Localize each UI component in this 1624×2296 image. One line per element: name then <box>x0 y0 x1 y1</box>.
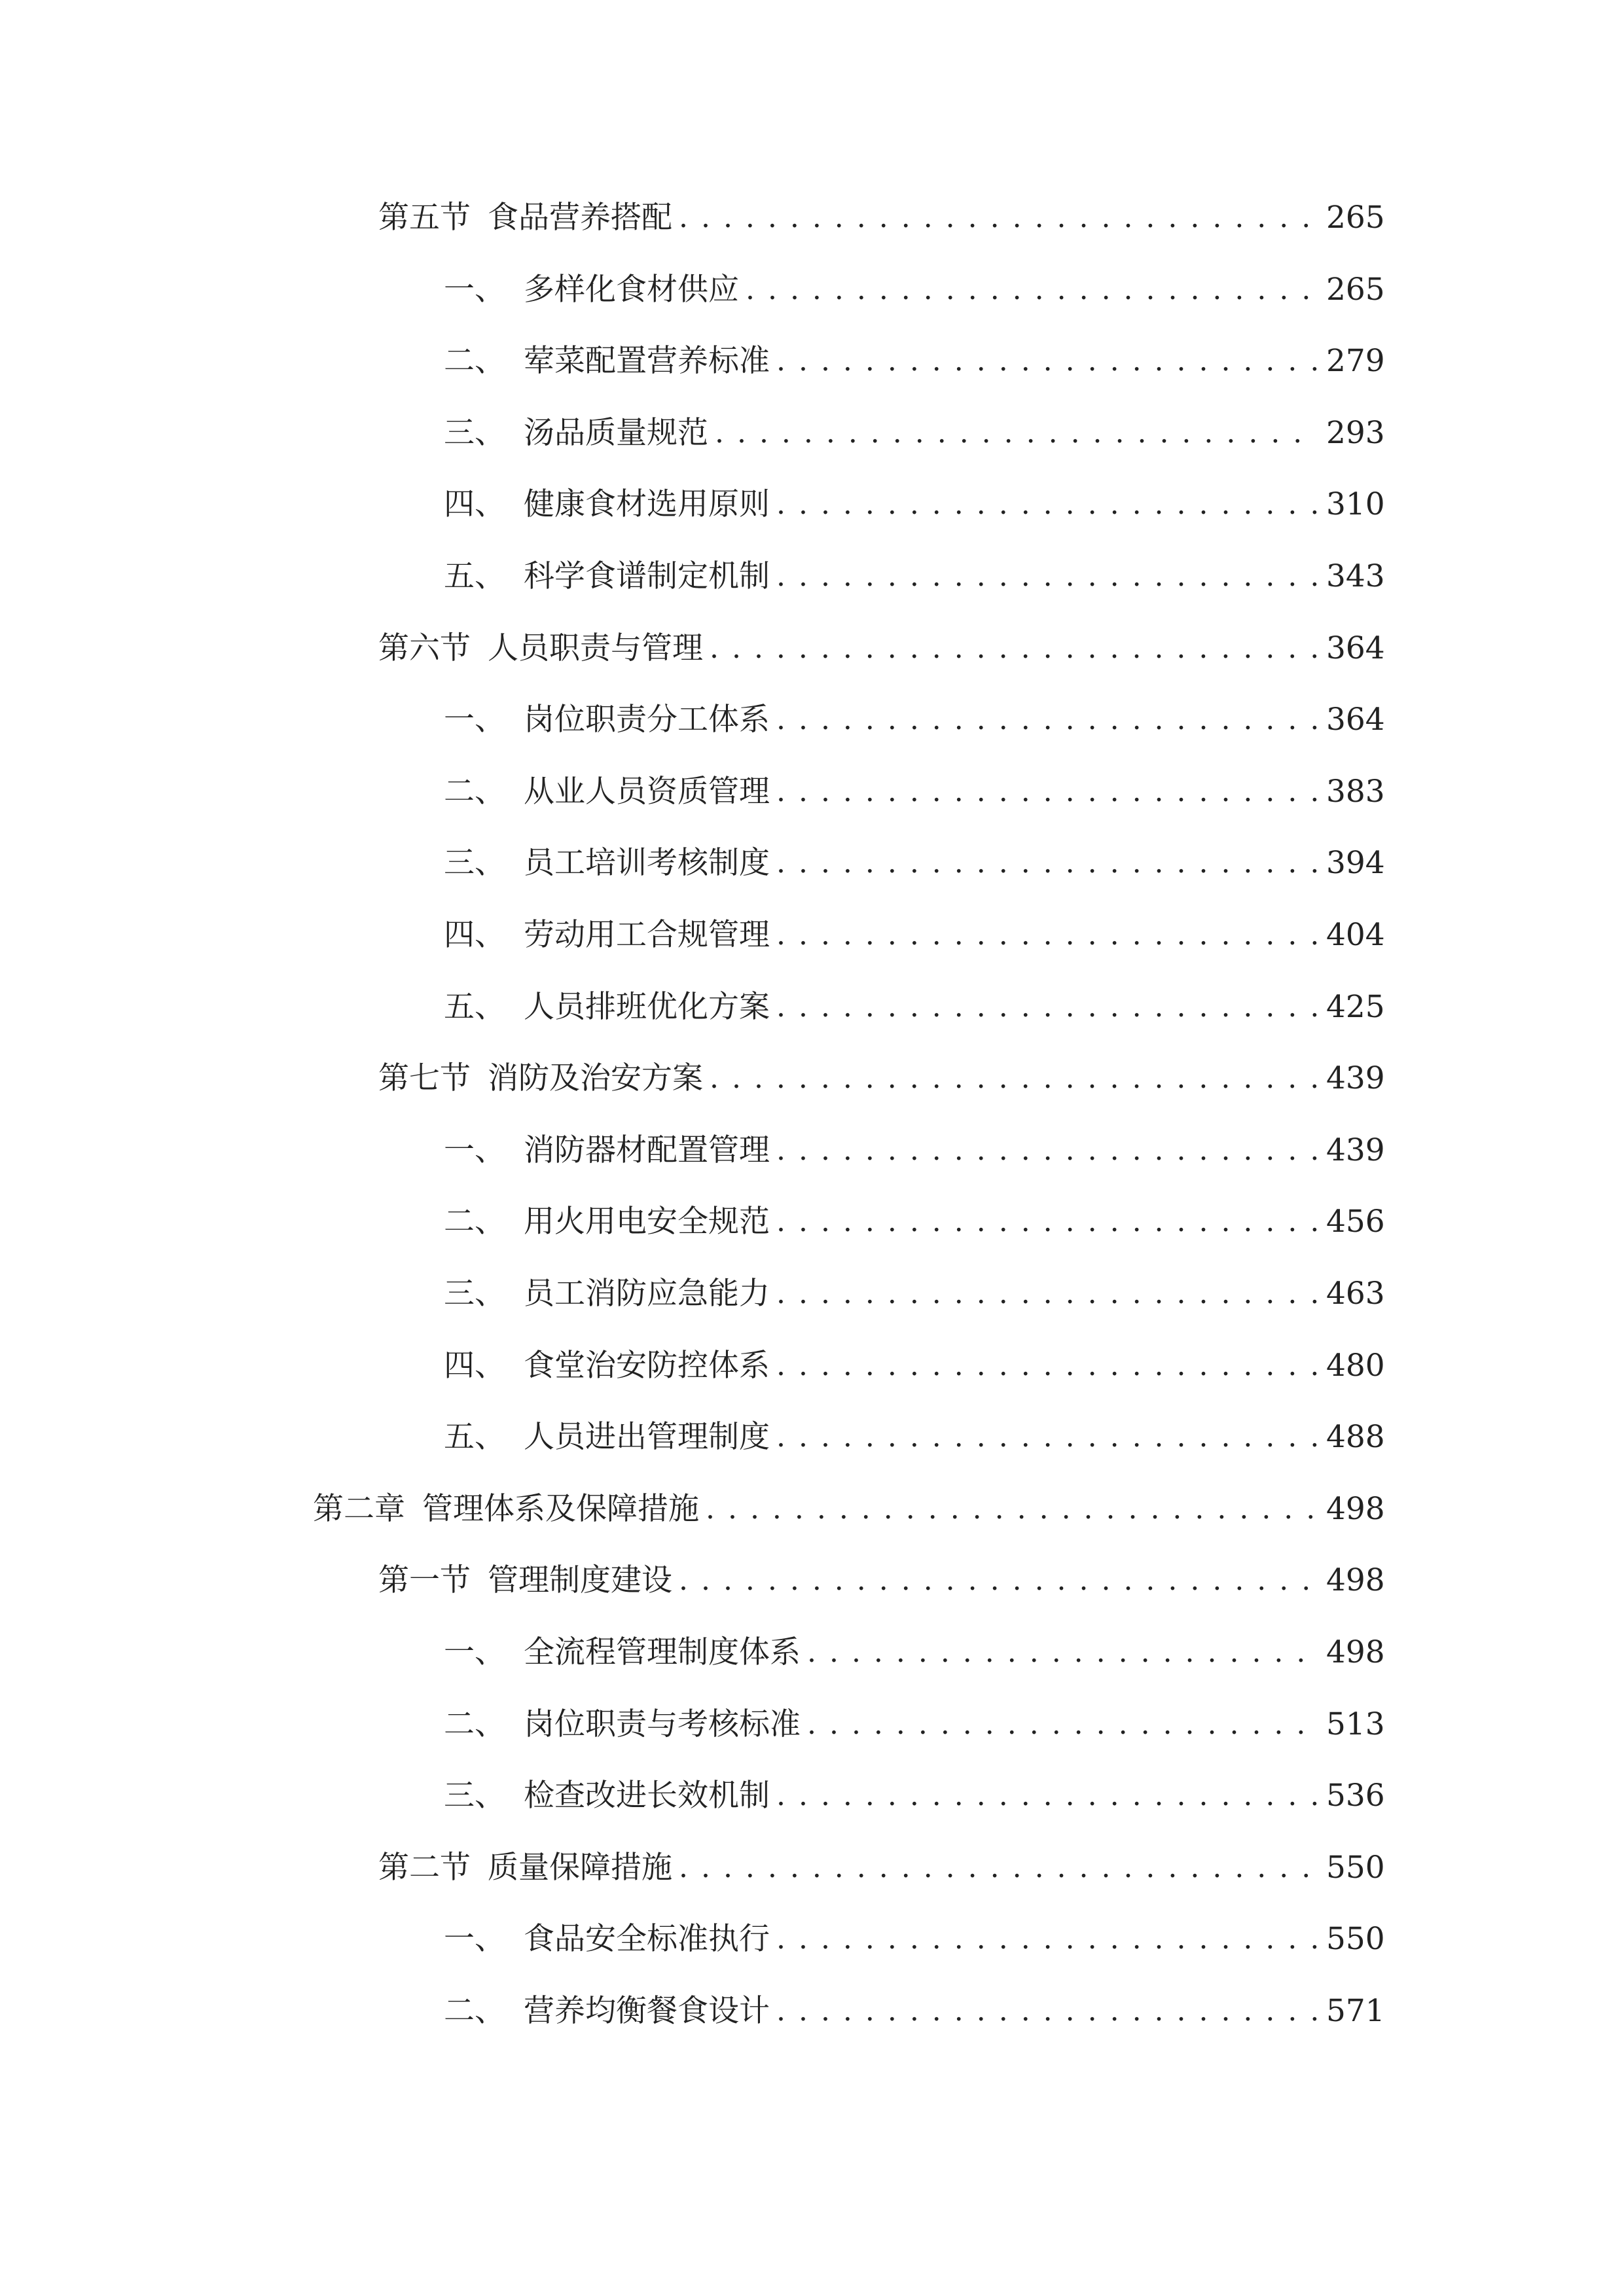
toc-entry-title: 多样化食材供应 <box>524 272 739 308</box>
toc-entry[interactable] <box>444 1196 1385 1248</box>
toc-entry-title: 岗位职责与考核标准 <box>524 1706 801 1742</box>
toc-entry-title: 人员职责与管理 <box>488 630 703 666</box>
toc-entry-page-number: 383 <box>1326 774 1385 810</box>
toc-dot-leader <box>776 1268 1317 1320</box>
toc-dot-leader <box>679 1554 1317 1607</box>
toc-entry-number: 三、 <box>444 1778 505 1814</box>
toc-entry-title: 汤品质量规范 <box>524 415 708 451</box>
toc-entry[interactable] <box>444 1268 1385 1320</box>
toc-dot-leader <box>710 1052 1317 1105</box>
toc-entry-number: 二、 <box>444 774 505 810</box>
toc-entry-title: 质量保障措施 <box>488 1850 672 1886</box>
toc-entry-title: 消防及治安方案 <box>488 1060 703 1096</box>
toc-entry-number: 二、 <box>444 1993 505 2029</box>
toc-entry-title: 员工消防应急能力 <box>524 1276 770 1312</box>
toc-entry-number: 五、 <box>444 558 505 594</box>
toc-entry-number: 一、 <box>444 702 505 738</box>
toc-entry[interactable] <box>444 264 1385 316</box>
toc-dot-leader <box>776 766 1317 818</box>
toc-entry[interactable] <box>444 1913 1385 1965</box>
toc-entry[interactable] <box>444 909 1385 961</box>
toc-entry[interactable] <box>444 837 1385 889</box>
toc-entry-page-number: 310 <box>1326 486 1385 522</box>
toc-entry-number: 第七节 <box>378 1060 471 1096</box>
toc-dot-leader <box>715 407 1317 459</box>
toc-entry-number: 一、 <box>444 1921 505 1957</box>
toc-entry-number: 三、 <box>444 415 505 451</box>
toc-dot-leader <box>807 1626 1317 1679</box>
toc-entry-number: 三、 <box>444 1276 505 1312</box>
toc-entry-page-number: 536 <box>1326 1778 1385 1814</box>
toc-entry-number: 第二章 <box>313 1491 405 1527</box>
toc-entry[interactable] <box>444 407 1385 459</box>
toc-entry-number: 二、 <box>444 343 505 379</box>
toc-entry-page-number: 571 <box>1326 1993 1385 2029</box>
toc-entry[interactable] <box>378 1842 1385 1894</box>
toc-entry-page-number: 550 <box>1326 1921 1385 1957</box>
toc-dot-leader <box>776 1411 1317 1463</box>
toc-entry-page-number: 498 <box>1326 1491 1385 1527</box>
toc-entry-title: 从业人员资质管理 <box>524 774 770 810</box>
toc-entry-page-number: 364 <box>1326 630 1385 666</box>
toc-entry-title: 员工培训考核制度 <box>524 845 770 881</box>
toc-entry-page-number: 265 <box>1326 200 1385 236</box>
toc-dot-leader <box>807 1698 1317 1751</box>
toc-entry-page-number: 293 <box>1326 415 1385 451</box>
toc-dot-leader <box>776 694 1317 746</box>
toc-entry-number: 四、 <box>444 1348 505 1384</box>
toc-entry-title: 食品营养搭配 <box>488 200 672 236</box>
toc-entry[interactable] <box>444 694 1385 746</box>
toc-dot-leader <box>776 1770 1317 1822</box>
toc-entry[interactable] <box>444 1411 1385 1463</box>
toc-entry-page-number: 425 <box>1326 989 1385 1025</box>
toc-entry-page-number: 265 <box>1326 272 1385 308</box>
toc-entry-number: 第五节 <box>378 200 471 236</box>
toc-entry-number: 一、 <box>444 1132 505 1168</box>
toc-dot-leader <box>776 981 1317 1033</box>
toc-entry-title: 管理制度建设 <box>488 1562 672 1598</box>
toc-dot-leader <box>776 1340 1317 1392</box>
toc-entry-number: 二、 <box>444 1706 505 1742</box>
toc-entry-title: 劳动用工合规管理 <box>524 917 770 953</box>
toc-entry-number: 一、 <box>444 272 505 308</box>
toc-entry[interactable] <box>444 478 1385 531</box>
toc-entry[interactable] <box>444 1698 1385 1751</box>
toc-entry-number: 五、 <box>444 1419 505 1455</box>
toc-entry-page-number: 279 <box>1326 343 1385 379</box>
toc-entry-number: 第一节 <box>378 1562 471 1598</box>
toc-entry[interactable] <box>313 1483 1385 1535</box>
toc-entry-title: 用火用电安全规范 <box>524 1204 770 1240</box>
toc-dot-leader <box>776 478 1317 531</box>
toc-entry[interactable] <box>378 192 1385 244</box>
toc-entry-page-number: 404 <box>1326 917 1385 953</box>
toc-entry-title: 科学食谱制定机制 <box>524 558 770 594</box>
toc-dot-leader <box>776 1913 1317 1965</box>
toc-entry-page-number: 463 <box>1326 1276 1385 1312</box>
toc-entry-number: 第二节 <box>378 1850 471 1886</box>
toc-entry-page-number: 550 <box>1326 1850 1385 1886</box>
toc-entry-number: 四、 <box>444 486 505 522</box>
toc-entry-number: 一、 <box>444 1634 505 1670</box>
toc-entry-title: 健康食材选用原则 <box>524 486 770 522</box>
toc-entry[interactable] <box>444 766 1385 818</box>
toc-entry-title: 人员进出管理制度 <box>524 1419 770 1455</box>
toc-entry[interactable] <box>444 335 1385 387</box>
toc-entry-title: 人员排班优化方案 <box>524 989 770 1025</box>
toc-entry-page-number: 439 <box>1326 1132 1385 1168</box>
toc-entry[interactable] <box>378 1052 1385 1105</box>
toc-entry[interactable] <box>444 1340 1385 1392</box>
toc-dot-leader <box>776 1124 1317 1177</box>
toc-entry[interactable] <box>444 981 1385 1033</box>
toc-entry-title: 营养均衡餐食设计 <box>524 1993 770 2029</box>
toc-entry-page-number: 394 <box>1326 845 1385 881</box>
toc-entry[interactable] <box>444 1124 1385 1177</box>
toc-entry-title: 荤菜配置营养标准 <box>524 343 770 379</box>
toc-entry-number: 第六节 <box>378 630 471 666</box>
toc-entry[interactable] <box>444 1770 1385 1822</box>
toc-entry-number: 四、 <box>444 917 505 953</box>
toc-entry-title: 全流程管理制度体系 <box>524 1634 801 1670</box>
toc-dot-leader <box>776 550 1317 603</box>
toc-dot-leader <box>776 909 1317 961</box>
toc-entry-page-number: 439 <box>1326 1060 1385 1096</box>
toc-entry-page-number: 498 <box>1326 1634 1385 1670</box>
toc-entry-page-number: 498 <box>1326 1562 1385 1598</box>
toc-dot-leader <box>679 192 1317 244</box>
toc-entry[interactable] <box>444 550 1385 603</box>
toc-entry[interactable] <box>378 622 1385 675</box>
toc-entry-title: 食品安全标准执行 <box>524 1921 770 1957</box>
toc-dot-leader <box>710 622 1317 675</box>
toc-entry-number: 二、 <box>444 1204 505 1240</box>
toc-entry-title: 检查改进长效机制 <box>524 1778 770 1814</box>
toc-entry-page-number: 513 <box>1326 1706 1385 1742</box>
toc-dot-leader <box>776 335 1317 387</box>
toc-entry[interactable] <box>378 1554 1385 1607</box>
toc-entry-page-number: 488 <box>1326 1419 1385 1455</box>
toc-dot-leader <box>746 264 1317 316</box>
toc-entry-page-number: 456 <box>1326 1204 1385 1240</box>
toc-dot-leader <box>776 1196 1317 1248</box>
toc-entry-title: 岗位职责分工体系 <box>524 702 770 738</box>
toc-entry-number: 三、 <box>444 845 505 881</box>
toc-entry-page-number: 480 <box>1326 1348 1385 1384</box>
toc-entry-page-number: 364 <box>1326 702 1385 738</box>
toc-entry-title: 管理体系及保障措施 <box>422 1491 699 1527</box>
toc-entry[interactable] <box>444 1626 1385 1679</box>
toc-entry-number: 五、 <box>444 989 505 1025</box>
toc-dot-leader <box>776 1985 1317 2037</box>
toc-entry-page-number: 343 <box>1326 558 1385 594</box>
toc-entry-title: 消防器材配置管理 <box>524 1132 770 1168</box>
toc-dot-leader <box>706 1483 1317 1535</box>
toc-entry-title: 食堂治安防控体系 <box>524 1348 770 1384</box>
toc-entry[interactable] <box>444 1985 1385 2037</box>
toc-dot-leader <box>776 837 1317 889</box>
toc-dot-leader <box>679 1842 1317 1894</box>
